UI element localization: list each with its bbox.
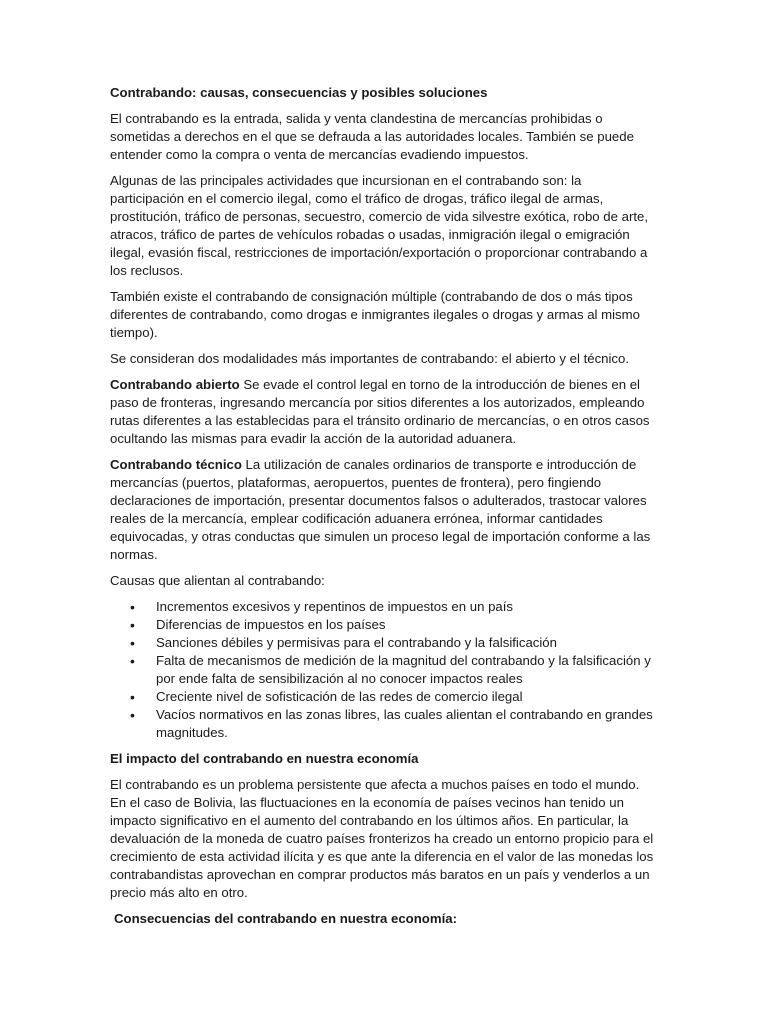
- impact-heading: El impacto del contrabando en nuestra economía: [110, 751, 419, 766]
- bullet-icon: •: [130, 599, 135, 615]
- multiple-consignment-paragraph: También existe el contrabando de consignación múltiple (contrabando de dos o más tipos diferentes de contrabando, como drogas e inmigrantes ilegales o drogas y armas al mismo tiempo).: [110, 289, 640, 340]
- impact-paragraph: El contrabando es un problema persistente que afecta a muchos países en todo el mundo. En el caso de Bolivia, las fluctuaciones en la economía de países vecinos han tenido un impacto significativo en el aumento del contrabando en los últimos años. En particular, la devaluación de la moneda de cuatro países fronterizos ha creado un entorno propicio para el crecimiento de esta actividad ilícita y es que ante la diferencia en el valor de las monedas los contrabandistas aprovechan en comprar productos más baratos en un país y venderlos a un precio más alto en otro.: [110, 777, 654, 900]
- list-item: • Falta de mecanismos de medición de la magnitud del contrabando y la falsificación y por ende falta de sensibilización al no conocer impactos reales: [130, 653, 651, 686]
- consequences-heading: Consecuencias del contrabando en nuestra economía:: [114, 911, 457, 926]
- bullet-icon: •: [130, 707, 135, 723]
- list-item: • Vacíos normativos en las zonas libres, las cuales alientan el contrabando en grandes magnitudes.: [130, 707, 653, 740]
- bullet-icon: •: [130, 617, 135, 633]
- modalities-paragraph: Se consideran dos modalidades más importantes de contrabando: el abierto y el técnico.: [110, 351, 630, 366]
- technical-smuggling-paragraph: [110, 456, 658, 564]
- technical-smuggling-term: Contrabando técnico: [110, 457, 242, 472]
- bullet-icon: •: [130, 635, 135, 651]
- causes-intro: Causas que alientan al contrabando:: [110, 573, 325, 588]
- list-item: • Creciente nivel de sofisticación de las redes de comercio ilegal: [130, 689, 523, 705]
- causes-list: [110, 598, 658, 742]
- definition-paragraph: El contrabando es la entrada, salida y venta clandestina de mercancías prohibidas o sometidas a derechos en el que se defrauda a las autoridades locales. También se puede entender como la compra o venta de mercancías evadiendo impuestos.: [110, 111, 634, 162]
- technical-smuggling-text: La utilización de canales ordinarios de transporte e introducción de mercancías (puertos, plataformas, aeropuertos, puentes de frontera), pero fingiendo declaraciones de importación, presentar documentos falsos o adulterados, trastocar valores reales de la mercancía, emplear codificación aduanera errónea, informar cantidades equivocadas, y otras conductas que simulen un proceso legal de importación conforme a las normas.: [110, 457, 651, 562]
- list-item: • Sanciones débiles y permisivas para el contrabando y la falsificación: [130, 635, 557, 651]
- document-title: Contrabando: causas, consecuencias y posibles soluciones: [110, 85, 488, 100]
- activities-paragraph: Algunas de las principales actividades que incursionan en el contrabando son: la participación en el comercio ilegal, como el tráfico de drogas, tráfico ilegal de armas, prostitución, tráfico de personas, secuestro, comercio de vida silvestre exótica, robo de arte, atracos, tráfico de partes de vehículos robadas o usadas, inmigración ilegal o emigración ilegal, evasión fiscal, restricciones de importación/exportación o proporcionar contrabando a los reclusos.: [110, 173, 649, 278]
- bullet-icon: •: [130, 689, 135, 705]
- list-item: • Incrementos excesivos y repentinos de impuestos en un país: [130, 599, 513, 615]
- open-smuggling-term: Contrabando abierto: [110, 377, 240, 392]
- bullet-icon: •: [130, 653, 135, 669]
- open-smuggling-text: Se evade el control legal en torno de la introducción de bienes en el paso de fronteras, ingresando mercancía por sitios diferentes a los autorizados, empleando rutas diferentes a las establecidas para el tránsito ordinario de mercancías, o en otros casos ocultando las mismas para evadir la acción de la autoridad aduanera.: [110, 377, 650, 446]
- open-smuggling-paragraph: [110, 376, 658, 448]
- list-item: • Diferencias de impuestos en los países: [130, 617, 386, 633]
